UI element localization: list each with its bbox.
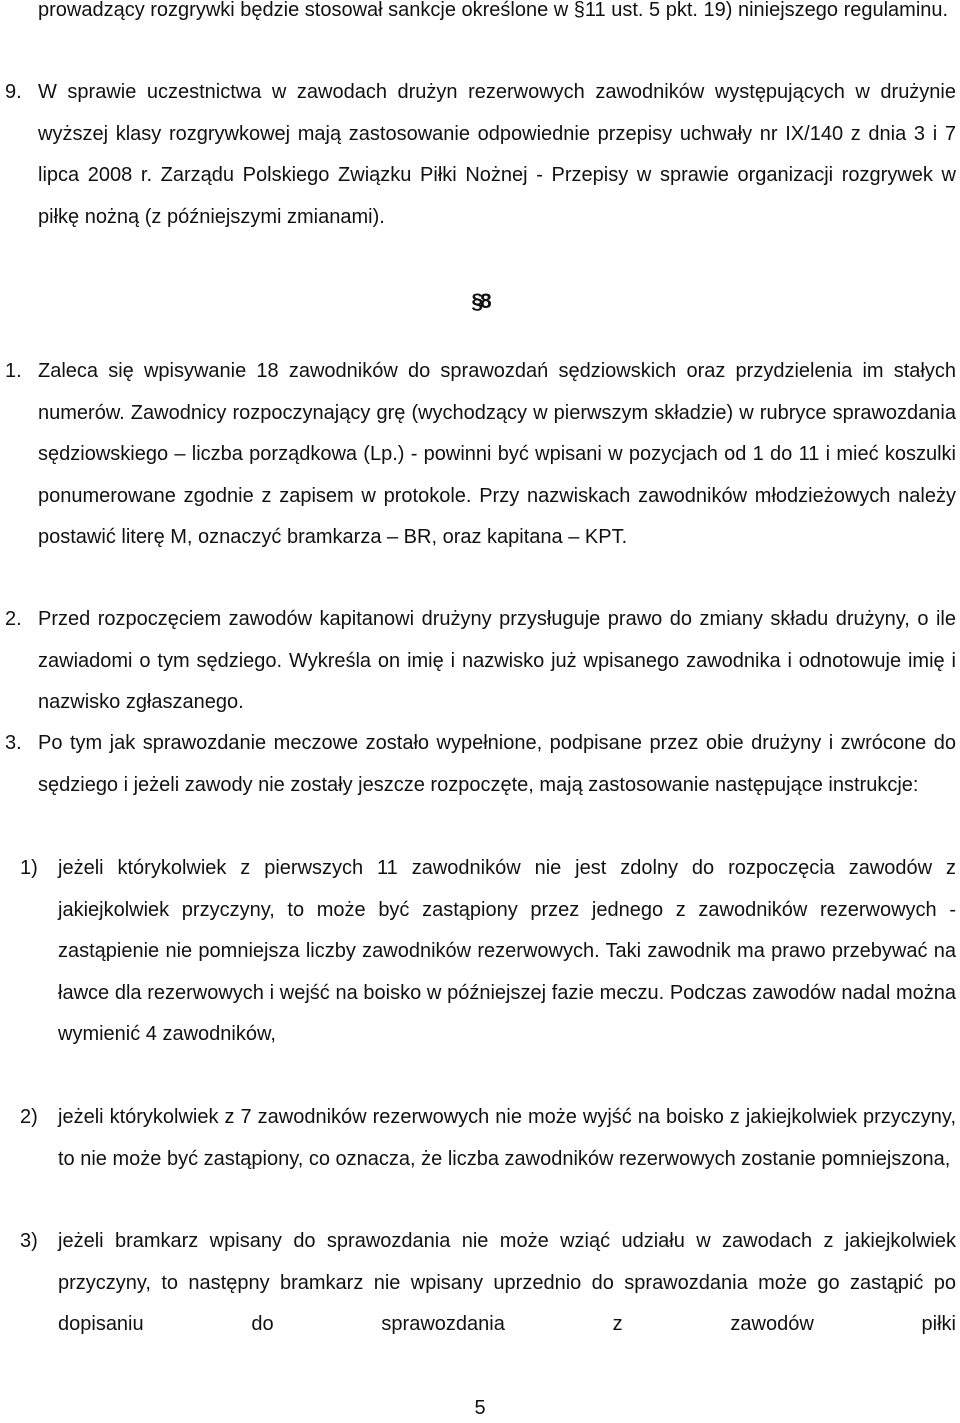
item-9-number: 9. [5, 81, 22, 103]
item-3-text: Po tym jak sprawozdanie meczowe zostało wypełnione, podpisane przez obie drużyny i zwrócone do sędziego i jeżeli zawody nie zostały jeszcze rozpoczęte, mają zastosowanie następujące instrukcje: [38, 732, 956, 796]
page-number: 5 [474, 1397, 486, 1419]
subitem-3-text: jeżeli bramkarz wpisany do sprawozdania nie może wziąć udziału w zawodach z jakiejkolwiek przyczyny, to następny bramkarz nie wpisany uprzednio do sprawozdania może go zastąpić po dopisaniu do sprawozdania z zawodów piłki [58, 1230, 956, 1335]
item-2-text: Przed rozpoczęciem zawodów kapitanowi drużyny przysługuje prawo do zmiany składu drużyny, o ile zawiadomi o tym sędziego. Wykreśla on imię i nazwisko już wpisanego zawodnika i odnotowuje imię i nazwisko zgłaszanego. [38, 608, 956, 713]
continuation-paragraph: prowadzący rozgrywki będzie stosował sankcje określone w §11 ust. 5 pkt. 19) niniejszego regulaminu. [38, 0, 949, 21]
item-2-number: 2. [5, 608, 22, 630]
item-3-number: 3. [5, 732, 22, 754]
item-1-text: Zaleca się wpisywanie 18 zawodników do sprawozdań sędziowskich oraz przydzielenia im stałych numerów. Zawodnicy rozpoczynający grę (wychodzący w pierwszym składzie) w rubryce sprawozdania sędziowskiego – liczba porządkowa (Lp.) - powinni być wpisani w pozycjach od 1 do 11 i mieć koszulki ponumerowane zgodnie z zapisem w protokole. Przy nazwiskach zawodników młodzieżowych należy postawić literę M, oznaczyć bramkarza – BR, oraz kapitana – KPT. [38, 360, 956, 548]
subitem-2-number: 2) [20, 1106, 38, 1128]
section-heading: §8 [471, 290, 489, 313]
subitem-2-text: jeżeli którykolwiek z 7 zawodników rezerwowych nie może wyjść na boisko z jakiejkolwiek przyczyny, to nie może być zastąpiony, co oznacza, że liczba zawodników rezerwowych zostanie pomniejszona, [58, 1106, 956, 1170]
subitem-1-number: 1) [20, 857, 38, 879]
item-9-text: W sprawie uczestnictwa w zawodach drużyn rezerwowych zawodników występujących w drużynie wyższej klasy rozgrywkowej mają zastosowanie odpowiednie przepisy uchwały nr IX/140 z dnia 3 i 7 lipca 2008 r. Zarządu Polskiego Związku Piłki Nożnej - Przepisy w sprawie organizacji rozgrywek w piłkę nożną (z późniejszymi zmianami). [38, 81, 956, 228]
subitem-3-number: 3) [20, 1230, 38, 1252]
subitem-1-text: jeżeli którykolwiek z pierwszych 11 zawodników nie jest zdolny do rozpoczęcia zawodów z jakiejkolwiek przyczyny, to może być zastąpiony przez jednego z zawodników rezerwowych - zastąpienie nie pomniejsza liczby zawodników rezerwowych. Taki zawodnik ma prawo przebywać na ławce dla rezerwowych i wejść na boisko w późniejszej fazie meczu. Podczas zawodów nadal można wymienić 4 zawodników, [58, 857, 956, 1045]
item-1-number: 1. [5, 360, 22, 382]
